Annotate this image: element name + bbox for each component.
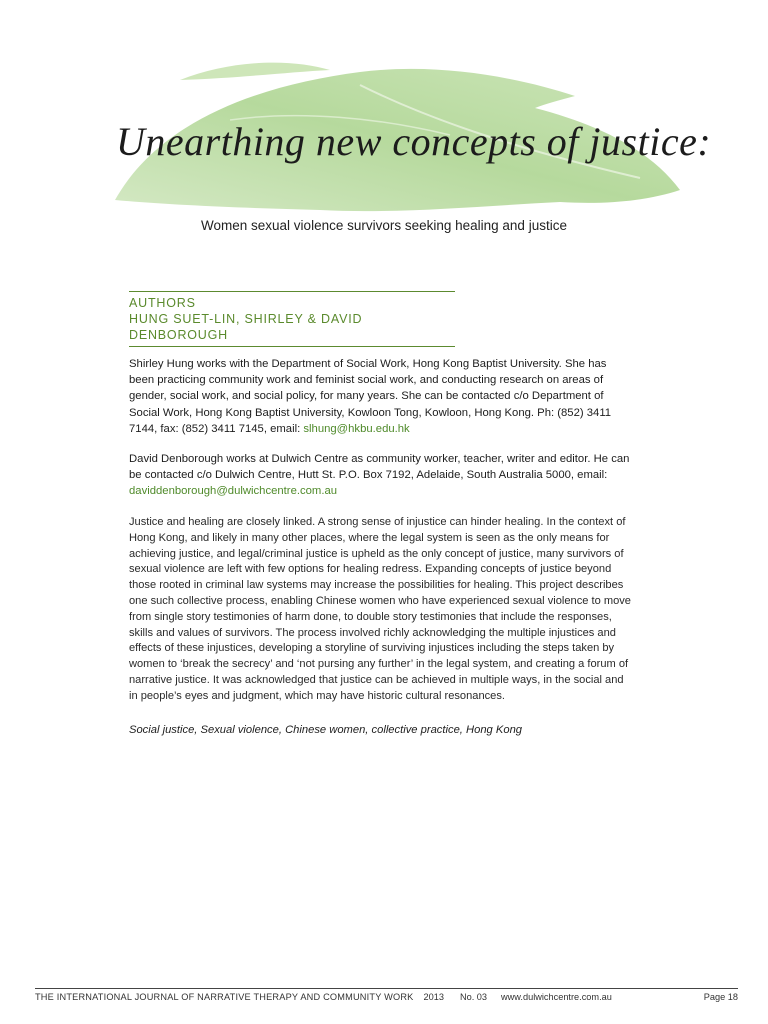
- keywords: Social justice, Sexual violence, Chinese women, collective practice, Hong Kong: [129, 724, 523, 736]
- authors-block: [129, 291, 455, 347]
- article-subtitle: Women sexual violence survivors seeking healing and justice: [201, 218, 567, 233]
- article-title: Unearthing new concepts of justice:: [116, 119, 712, 164]
- author-bio-david: [129, 451, 634, 500]
- footer-issue: No. 03: [459, 992, 488, 1002]
- email-link[interactable]: slhung@hkbu.edu.hk: [303, 422, 410, 435]
- authors-top-rule: [129, 291, 455, 292]
- page-footer: [35, 988, 738, 1002]
- bio-text: David Denborough works at Dulwich Centre as community worker, teacher, writer and editor. He can be contacted c/o Dulwich Centre, Hutt St. P.O. Box 7192, Adelaide, South Australia 5000, email:: [129, 453, 630, 482]
- authors-label: AUTHORS: [129, 296, 196, 310]
- page-number: Page 18: [703, 992, 738, 1002]
- authors-bottom-rule: [129, 346, 455, 347]
- author-bio-shirley: [129, 356, 634, 437]
- footer-year: 2013: [423, 992, 444, 1002]
- authors-names: HUNG SUET-LIN, SHIRLEY & DAVID DENBOROUGH: [129, 312, 363, 342]
- journal-name: THE INTERNATIONAL JOURNAL OF NARRATIVE THERAPY AND COMMUNITY WORK: [35, 992, 414, 1002]
- abstract: Justice and healing are closely linked. A strong sense of injustice can hinder healing. In the context of Hong Kong, and likely in many other places, where the legal system is seen as the only means for achieving justice, and legal/criminal justice is upheld as the only concept of justice, many survivors of sexual violence are left with few options for healing redress. Expanding concepts of justice beyond those rooted in criminal law systems may increase the possibilities for healing. This project describes one such collective process, enabling Chinese women who have experienced sexual violence to move from single story testimonies of harm done, to double story testimonies that include the responses, skills and values of survivors. The process involved richly acknowledging the multiple injustices and effects of these injustices, developing a storyline of surviving injustices including the steps taken by women to ‘break the secrecy’ and ‘not pursing any further’ in the legal system, and creating a forum of narrative justice. It was acknowledged that justice can be achieved in multiple ways, in the social and in people’s eyes and judgment, which may have historic cultural resonances.: [129, 516, 631, 702]
- bio-text: Shirley Hung works with the Department of Social Work, Hong Kong Baptist University. She has been practicing community work and feminist social work, and conducting research on areas of gender, social work, and social policy, for many years. She can be contacted c/o Department of Social Work, Hong Kong Baptist University, Kowloon Tong, Kowloon, Hong Kong. Ph: (852) 3411 7144, fax: (852) 3411 7145, email:: [129, 358, 612, 435]
- email-link[interactable]: daviddenborough@dulwichcentre.com.au: [129, 485, 338, 498]
- footer-website[interactable]: www.dulwichcentre.com.au: [501, 992, 612, 1002]
